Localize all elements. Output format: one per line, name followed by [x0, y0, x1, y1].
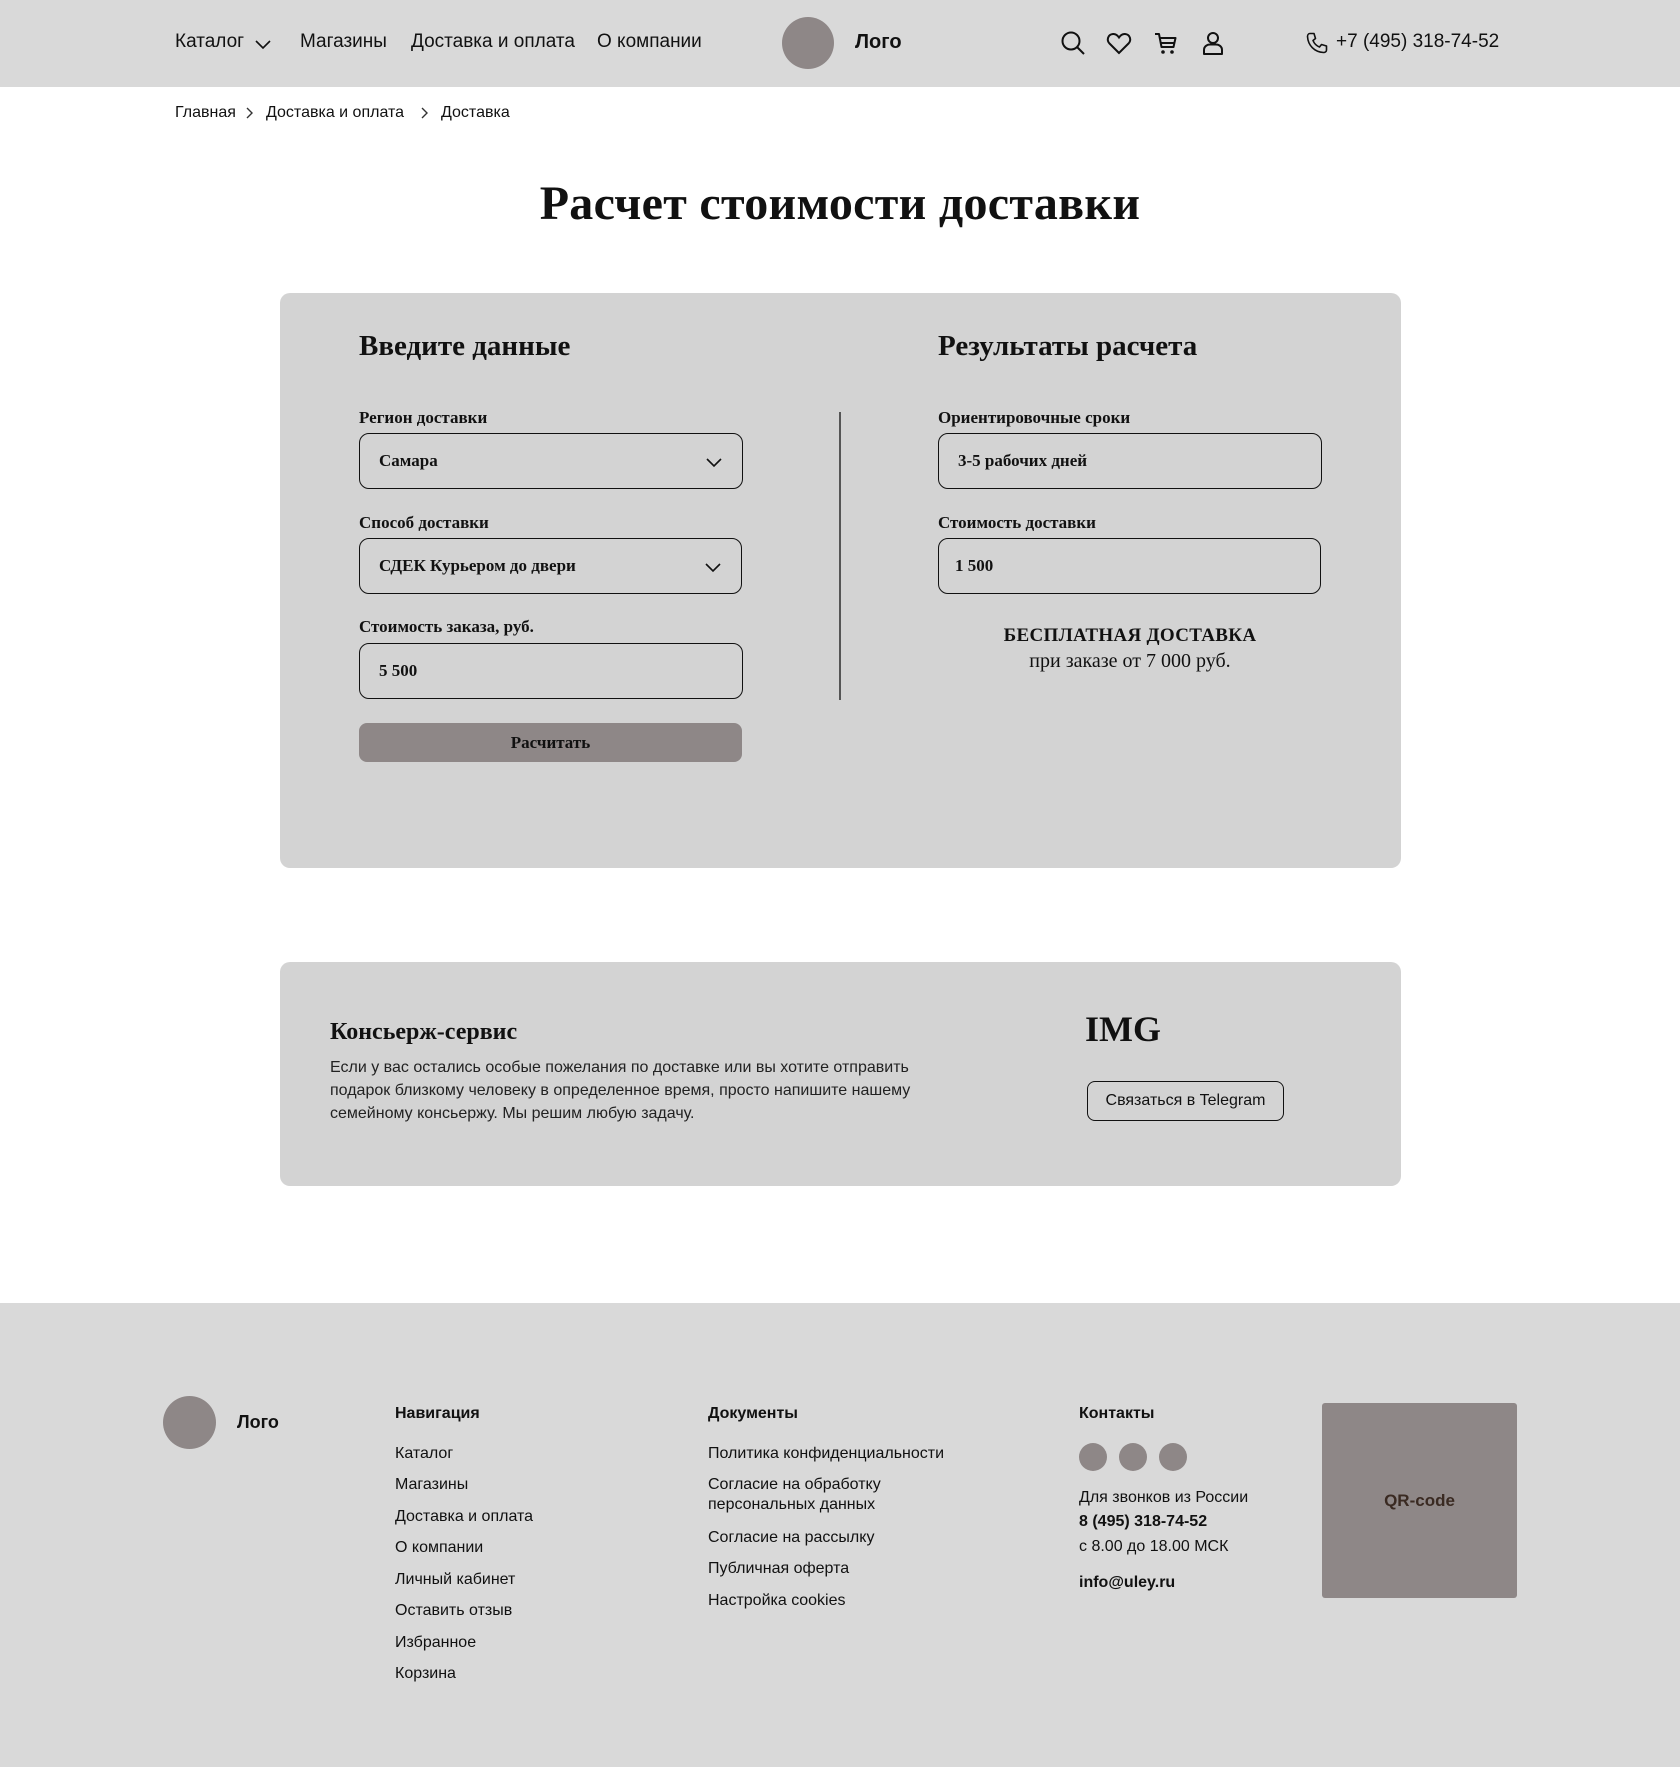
qr-code-placeholder	[1322, 1403, 1517, 1598]
footer-nav-account[interactable]: Личный кабинет	[395, 1571, 516, 1588]
footer-doc-offer[interactable]: Публичная оферта	[708, 1560, 850, 1577]
footer-email[interactable]: info@uley.ru	[1079, 1574, 1176, 1591]
logo-text[interactable]: Лого	[855, 31, 902, 53]
user-icon[interactable]	[1199, 29, 1227, 57]
cart-icon[interactable]	[1152, 29, 1180, 57]
region-value: Самара	[379, 451, 438, 470]
phone-icon	[1305, 31, 1329, 55]
results-section-title: Результаты расчета	[938, 330, 1198, 362]
order-cost-input[interactable]	[359, 643, 743, 699]
footer-doc-personal-data[interactable]: Согласие на обработку персональных данных	[708, 1476, 881, 1513]
chevron-right-icon	[418, 106, 430, 120]
search-icon[interactable]	[1059, 29, 1087, 57]
concierge-description: Если у вас остались особые пожелания по доставке или вы хотите отправить подарок близкому человеку в определенное время, просто напишите нашему семейному консьержу. Мы решим любую задачу.	[330, 1059, 911, 1122]
region-select[interactable]	[359, 433, 743, 489]
heart-icon[interactable]	[1105, 29, 1133, 57]
footer-logo-text[interactable]: Лого	[237, 1412, 279, 1432]
vertical-divider	[839, 412, 841, 700]
free-delivery-condition: при заказе от 7 000 руб.	[1029, 650, 1231, 672]
breadcrumb-delivery-payment[interactable]: Доставка и оплата	[266, 104, 405, 121]
method-label: Способ доставки	[359, 513, 489, 532]
footer-logo-placeholder[interactable]	[163, 1396, 216, 1449]
chevron-down-icon	[704, 452, 724, 472]
page-title: Расчет стоимости доставки	[539, 177, 1141, 230]
free-delivery-heading: БЕСПЛАТНАЯ ДОСТАВКА	[1003, 625, 1257, 646]
nav-catalog[interactable]: Каталог	[175, 31, 245, 52]
social-icon[interactable]	[1079, 1443, 1107, 1471]
delivery-cost-value: 1 500	[955, 556, 994, 575]
terms-value: 3-5 рабочих дней	[958, 451, 1088, 470]
concierge-title: Консьерж-сервис	[330, 1019, 518, 1045]
delivery-cost-output	[938, 538, 1321, 594]
footer-nav-review[interactable]: Оставить отзыв	[395, 1602, 513, 1619]
terms-label: Ориентировочные сроки	[938, 408, 1131, 427]
qr-code-label: QR-code	[1384, 1491, 1455, 1510]
breadcrumb-current: Доставка	[441, 104, 510, 121]
footer-docs-title: Документы	[708, 1405, 798, 1422]
image-placeholder: IMG	[1085, 1009, 1161, 1049]
calculate-button[interactable]: Расчитать	[359, 723, 742, 762]
footer-nav-delivery[interactable]: Доставка и оплата	[395, 1508, 534, 1525]
delivery-method-select[interactable]	[359, 538, 742, 594]
telegram-contact-button[interactable]: Связаться в Telegram	[1087, 1081, 1284, 1121]
footer-doc-mailing[interactable]: Согласие на рассылку	[708, 1529, 875, 1546]
site-header	[0, 0, 1680, 87]
logo-placeholder[interactable]	[782, 17, 834, 69]
footer-hours: с 8.00 до 18.00 МСК	[1079, 1538, 1229, 1555]
footer-nav-favorites[interactable]: Избранное	[395, 1634, 477, 1651]
footer-nav-about[interactable]: О компании	[395, 1539, 484, 1556]
nav-about[interactable]: О компании	[597, 31, 702, 52]
footer-doc-privacy[interactable]: Политика конфиденциальности	[708, 1445, 945, 1462]
footer-phone[interactable]: 8 (495) 318-74-52	[1079, 1513, 1208, 1530]
footer-contacts-title: Контакты	[1079, 1405, 1155, 1422]
header-phone[interactable]: +7 (495) 318-74-52	[1336, 31, 1500, 52]
delivery-cost-label: Стоимость доставки	[938, 513, 1096, 532]
nav-delivery[interactable]: Доставка и оплата	[411, 31, 575, 52]
chevron-down-icon	[703, 557, 723, 577]
breadcrumb-home[interactable]: Главная	[175, 104, 236, 121]
method-value: СДЕК Курьером до двери	[379, 556, 576, 575]
footer-nav-cart[interactable]: Корзина	[395, 1665, 456, 1682]
social-icon[interactable]	[1159, 1443, 1187, 1471]
footer-nav-catalog[interactable]: Каталог	[395, 1445, 454, 1462]
order-cost-label: Стоимость заказа, руб.	[359, 617, 534, 636]
order-cost-value: 5 500	[379, 661, 418, 680]
region-label: Регион доставки	[359, 408, 488, 427]
chevron-right-icon	[243, 106, 255, 120]
footer-nav-title: Навигация	[395, 1405, 480, 1422]
input-section-title: Введите данные	[359, 330, 571, 362]
chevron-down-icon[interactable]	[253, 34, 273, 54]
footer-doc-cookies[interactable]: Настройка cookies	[708, 1592, 846, 1609]
nav-stores[interactable]: Магазины	[300, 31, 387, 52]
footer-nav-stores[interactable]: Магазины	[395, 1476, 469, 1493]
terms-output	[938, 433, 1322, 489]
social-icon[interactable]	[1119, 1443, 1147, 1471]
footer-calls-label: Для звонков из России	[1079, 1489, 1249, 1506]
